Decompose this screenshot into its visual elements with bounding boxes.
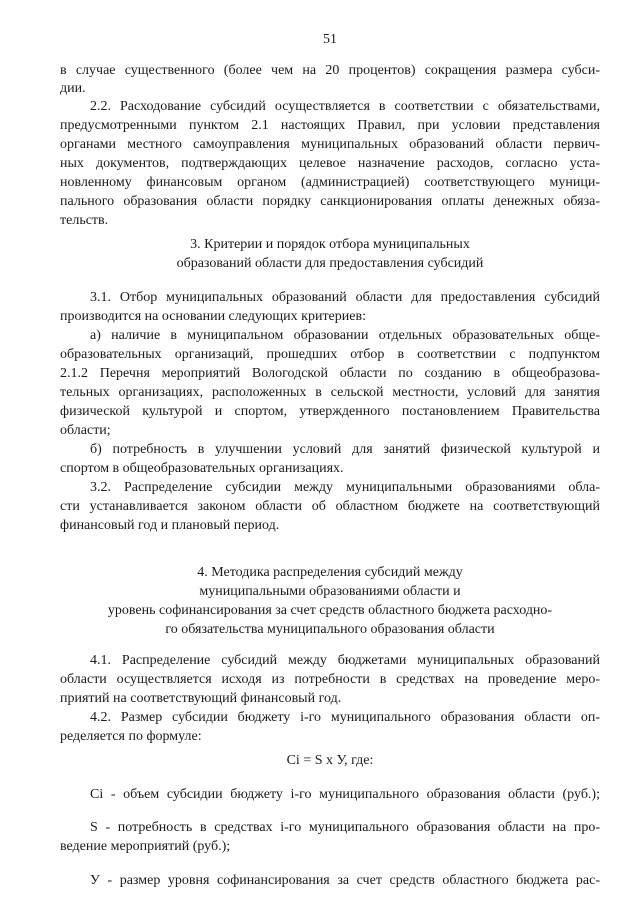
text-line: области; (60, 423, 111, 438)
section-heading: го обязательства муниципального образования области (165, 622, 495, 637)
text-line: области осуществляется исходя из потребности в средствах на проведение меро- (60, 672, 600, 687)
definition-line: У - размер уровня софинансирования за счет средств областного бюджета рас- (90, 873, 600, 888)
text-line: приятий на соответствующий финансовый год. (60, 691, 342, 706)
definition-line: S - потребность в средствах i-го муниципального образования области на про- (90, 820, 600, 835)
text-line: тельных организациях, расположенных в сельской местности, условий для занятия (60, 385, 600, 400)
text-line: ных документов, подтверждающих целевое назначение расходов, согласно уста- (60, 156, 600, 171)
text-line: тельств. (60, 213, 109, 228)
text-line: 4.2. Размер субсидии бюджету i-го муниципального образования области оп- (90, 710, 600, 725)
text-line: пального образования области порядку санкционирования оплаты денежных обяза- (60, 194, 600, 209)
text-line: спортом в общеобразовательных организациях. (60, 461, 344, 476)
definition-line: Ci - объем субсидии бюджету i-го муниципального образования области (руб.); (90, 787, 600, 802)
text-line: физической культурой и спортом, утвержденного постановлением Правительства (60, 404, 600, 419)
definition-line: ведение мероприятий (руб.); (60, 839, 231, 854)
text-line: новленному финансовым органом (администрацией) соответствующего муници- (60, 175, 600, 190)
text-line: ределяется по формуле: (60, 729, 202, 744)
text-line: производится на основании следующих критериев: (60, 309, 366, 324)
text-line: 4.1. Распределение субсидий между бюджетами муниципальных образований (90, 653, 600, 668)
text-line: дии. (60, 81, 86, 96)
text-line: органами местного самоуправления муниципальных образований области первич- (60, 137, 600, 152)
formula: Ci = S x У, где: (286, 753, 374, 768)
section-heading: муниципальными образованиями области и (199, 584, 461, 599)
text-line: 2.1.2 Перечня мероприятий Вологодской области по созданию в общеобразова- (60, 366, 600, 381)
section-heading: уровень софинансирования за счет средств областного бюджета расходно- (107, 603, 553, 618)
page-number: 51 (323, 32, 337, 47)
text-line: 3.1. Отбор муниципальных образований области для предоставления субсидий (90, 290, 600, 305)
text-line: а) наличие в муниципальном образовании отдельных образовательных обще- (90, 328, 600, 343)
text-line: в случае существенного (более чем на 20 процентов) сокращения размера субси- (60, 63, 600, 78)
text-line: образовательных организаций, прошедших отбор в соответствии с подпунктом (60, 347, 600, 362)
text-line: финансовый год и плановый период. (60, 518, 280, 533)
text-line: сти устанавливается законом области об областном бюджете на соответствующий (60, 499, 600, 514)
text-line: 3.2. Распределение субсидии между муниципальными образованиями обла- (90, 480, 600, 495)
section-heading: 4. Методика распределения субсидий между (197, 565, 463, 580)
section-heading: 3. Критерии и порядок отбора муниципальных (190, 237, 470, 252)
text-line: б) потребность в улучшении условий для занятий физической культурой и (90, 442, 600, 457)
text-line: 2.2. Расходование субсидий осуществляется в соответствии с обязательствами, (90, 99, 600, 114)
text-line: предусмотренными пунктом 2.1 настоящих Правил, при условии представления (60, 118, 600, 133)
section-heading: образований области для предоставления субсидий (176, 256, 484, 271)
